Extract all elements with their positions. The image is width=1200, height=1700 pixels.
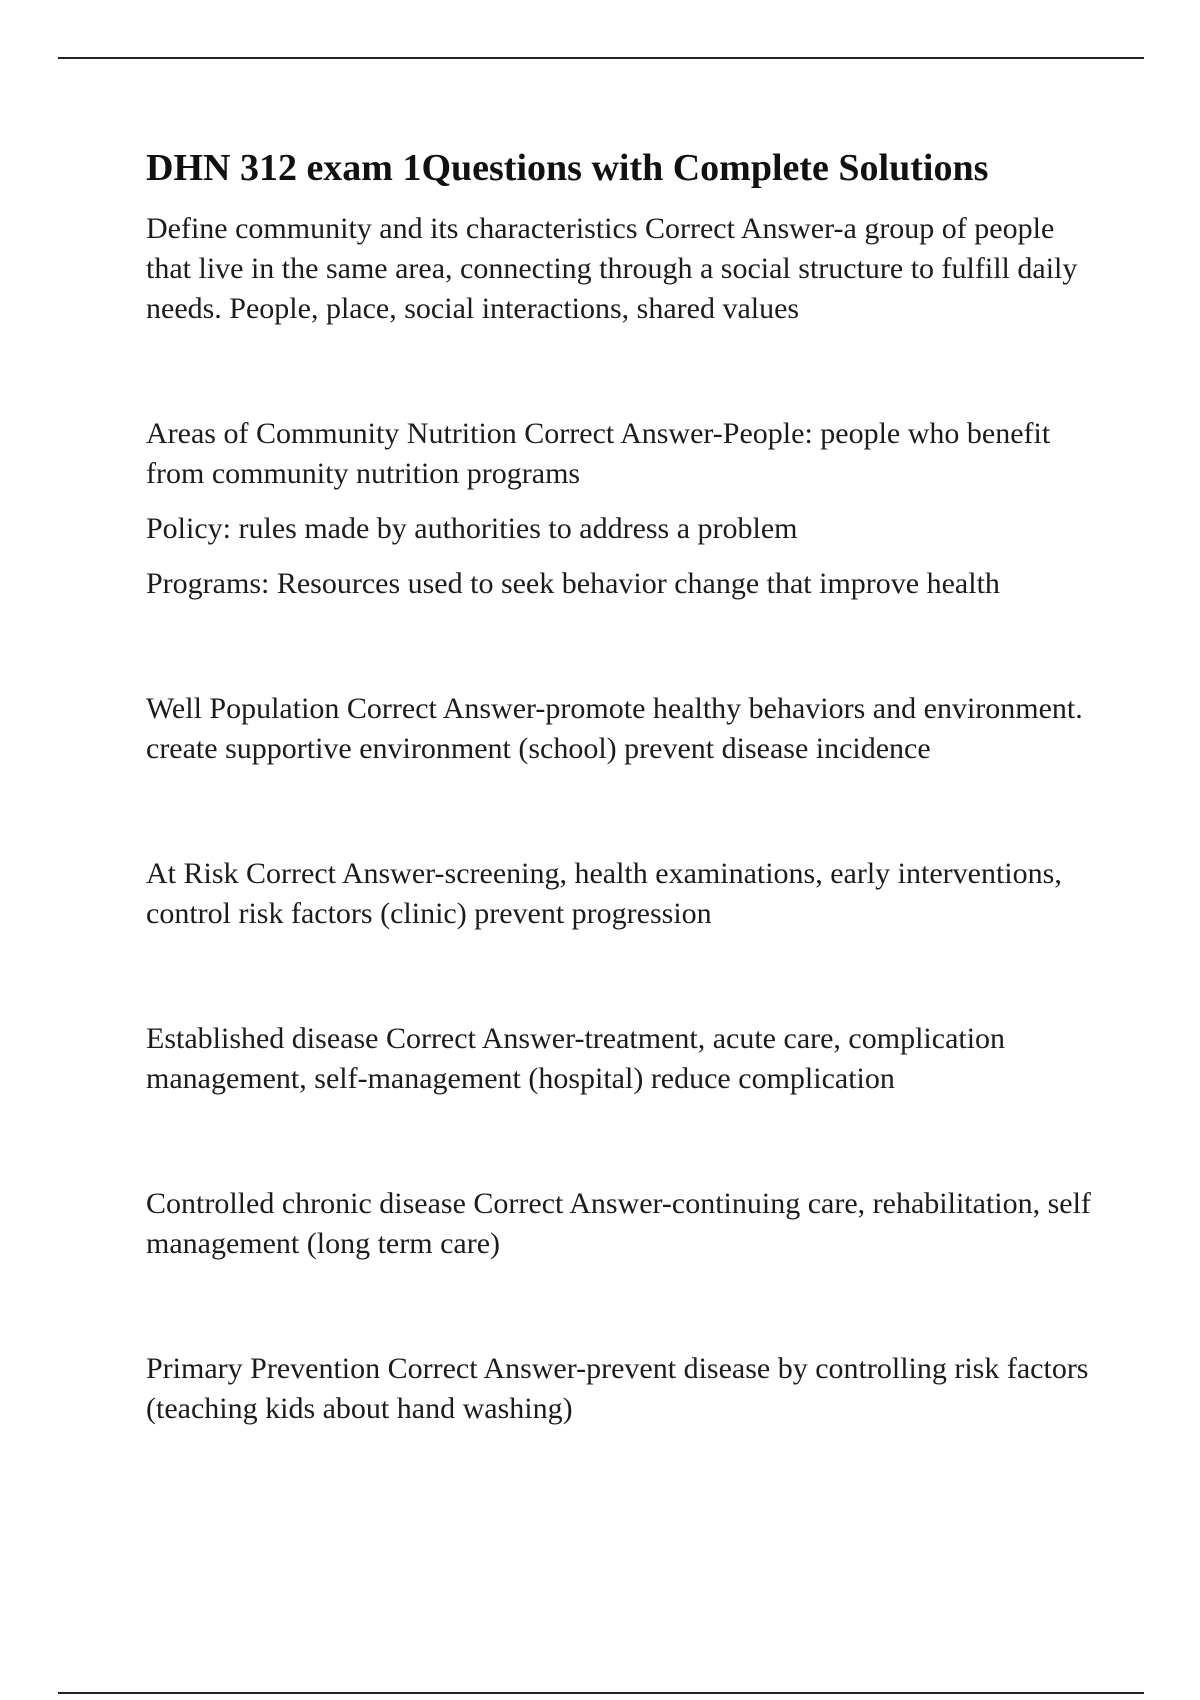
qa-text: Well Population Correct Answer-promote healthy behaviors and environment. create supportive environment (school) prevent disease incidence [146,692,1083,765]
qa-text: Controlled chronic disease Correct Answer-continuing care, rehabilitation, self management (long term care) [146,1187,1091,1260]
document-page [146,145,1106,1444]
qa-text: Policy: rules made by authorities to address a problem [146,512,798,545]
top-divider [58,57,1144,59]
qa-entry-controlled-chronic [146,1184,1106,1264]
entry-spacer [146,1114,1106,1184]
qa-text: Define community and its characteristics Correct Answer-a group of people that live in the same area, connecting through a social structure to fulfill daily needs. People, place, social interactions, shared values [146,212,1078,325]
qa-entry-established-disease [146,1019,1106,1099]
qa-text: At Risk Correct Answer-screening, health examinations, early interventions, control risk factors (clinic) prevent progression [146,857,1062,930]
entry-spacer [146,619,1106,689]
page-title: DHN 312 exam 1Questions with Complete Solutions [146,147,989,189]
qa-entry-at-risk [146,854,1106,934]
entry-spacer [146,784,1106,854]
bottom-divider [58,1692,1144,1694]
qa-entry-community [146,209,1106,329]
qa-entry-areas [146,414,1106,604]
entry-spacer [146,949,1106,1019]
qa-text: Established disease Correct Answer-treatment, acute care, complication management, self-management (hospital) reduce complication [146,1022,1006,1095]
qa-entry-well-population [146,689,1106,769]
qa-text: Primary Prevention Correct Answer-prevent disease by controlling risk factors (teaching kids about hand washing) [146,1352,1089,1425]
qa-text: Areas of Community Nutrition Correct Answer-People: people who benefit from community nutrition programs [146,417,1051,490]
qa-text: Programs: Resources used to seek behavior change that improve health [146,567,1000,600]
entry-spacer [146,344,1106,414]
qa-entry-primary-prevention [146,1349,1106,1429]
entry-spacer [146,1279,1106,1349]
